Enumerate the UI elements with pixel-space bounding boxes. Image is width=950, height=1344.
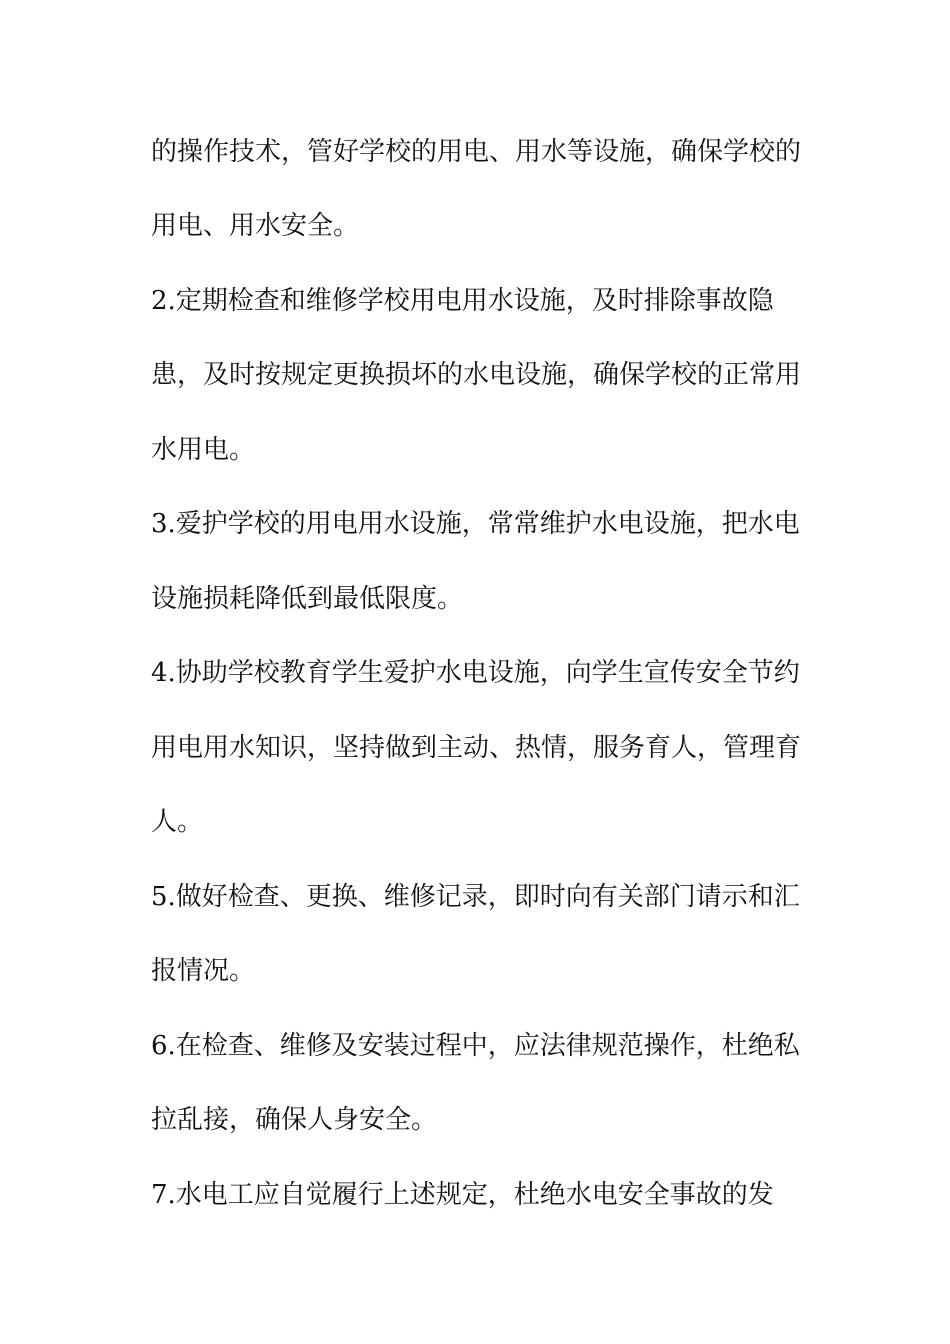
text-line: 水用电。 xyxy=(151,435,256,465)
text-line: 拉乱接，确保人身安全。 xyxy=(151,1105,438,1135)
text-line: 5.做好检查、更换、维修记录，即时向有关部门请示和汇 xyxy=(151,882,800,912)
text-line: 人。 xyxy=(151,807,204,837)
text-line: 6.在检查、维修及安装过程中，应法律规范操作，杜绝私 xyxy=(151,1031,800,1061)
text-line: 4.协助学校教育学生爱护水电设施，向学生宣传安全节约 xyxy=(151,658,800,688)
text-line: 用电、用水安全。 xyxy=(151,211,360,241)
text-line: 2.定期检查和维修学校用电用水设施，及时排除事故隐 xyxy=(151,286,774,316)
text-line: 7.水电工应自觉履行上述规定，杜绝水电安全事故的发 xyxy=(151,1180,774,1210)
text-line: 用电用水知识，坚持做到主动、热情，服务育人，管理育 xyxy=(151,733,802,763)
text-line: 患，及时按规定更换损坏的水电设施，确保学校的正常用 xyxy=(151,360,802,390)
text-line: 设施损耗降低到最低限度。 xyxy=(151,584,464,614)
text-line: 的操作技术，管好学校的用电、用水等设施，确保学校的 xyxy=(151,137,802,167)
text-line: 3.爱护学校的用电用水设施，常常维护水电设施，把水电 xyxy=(151,509,800,539)
text-line: 报情况。 xyxy=(151,956,256,986)
